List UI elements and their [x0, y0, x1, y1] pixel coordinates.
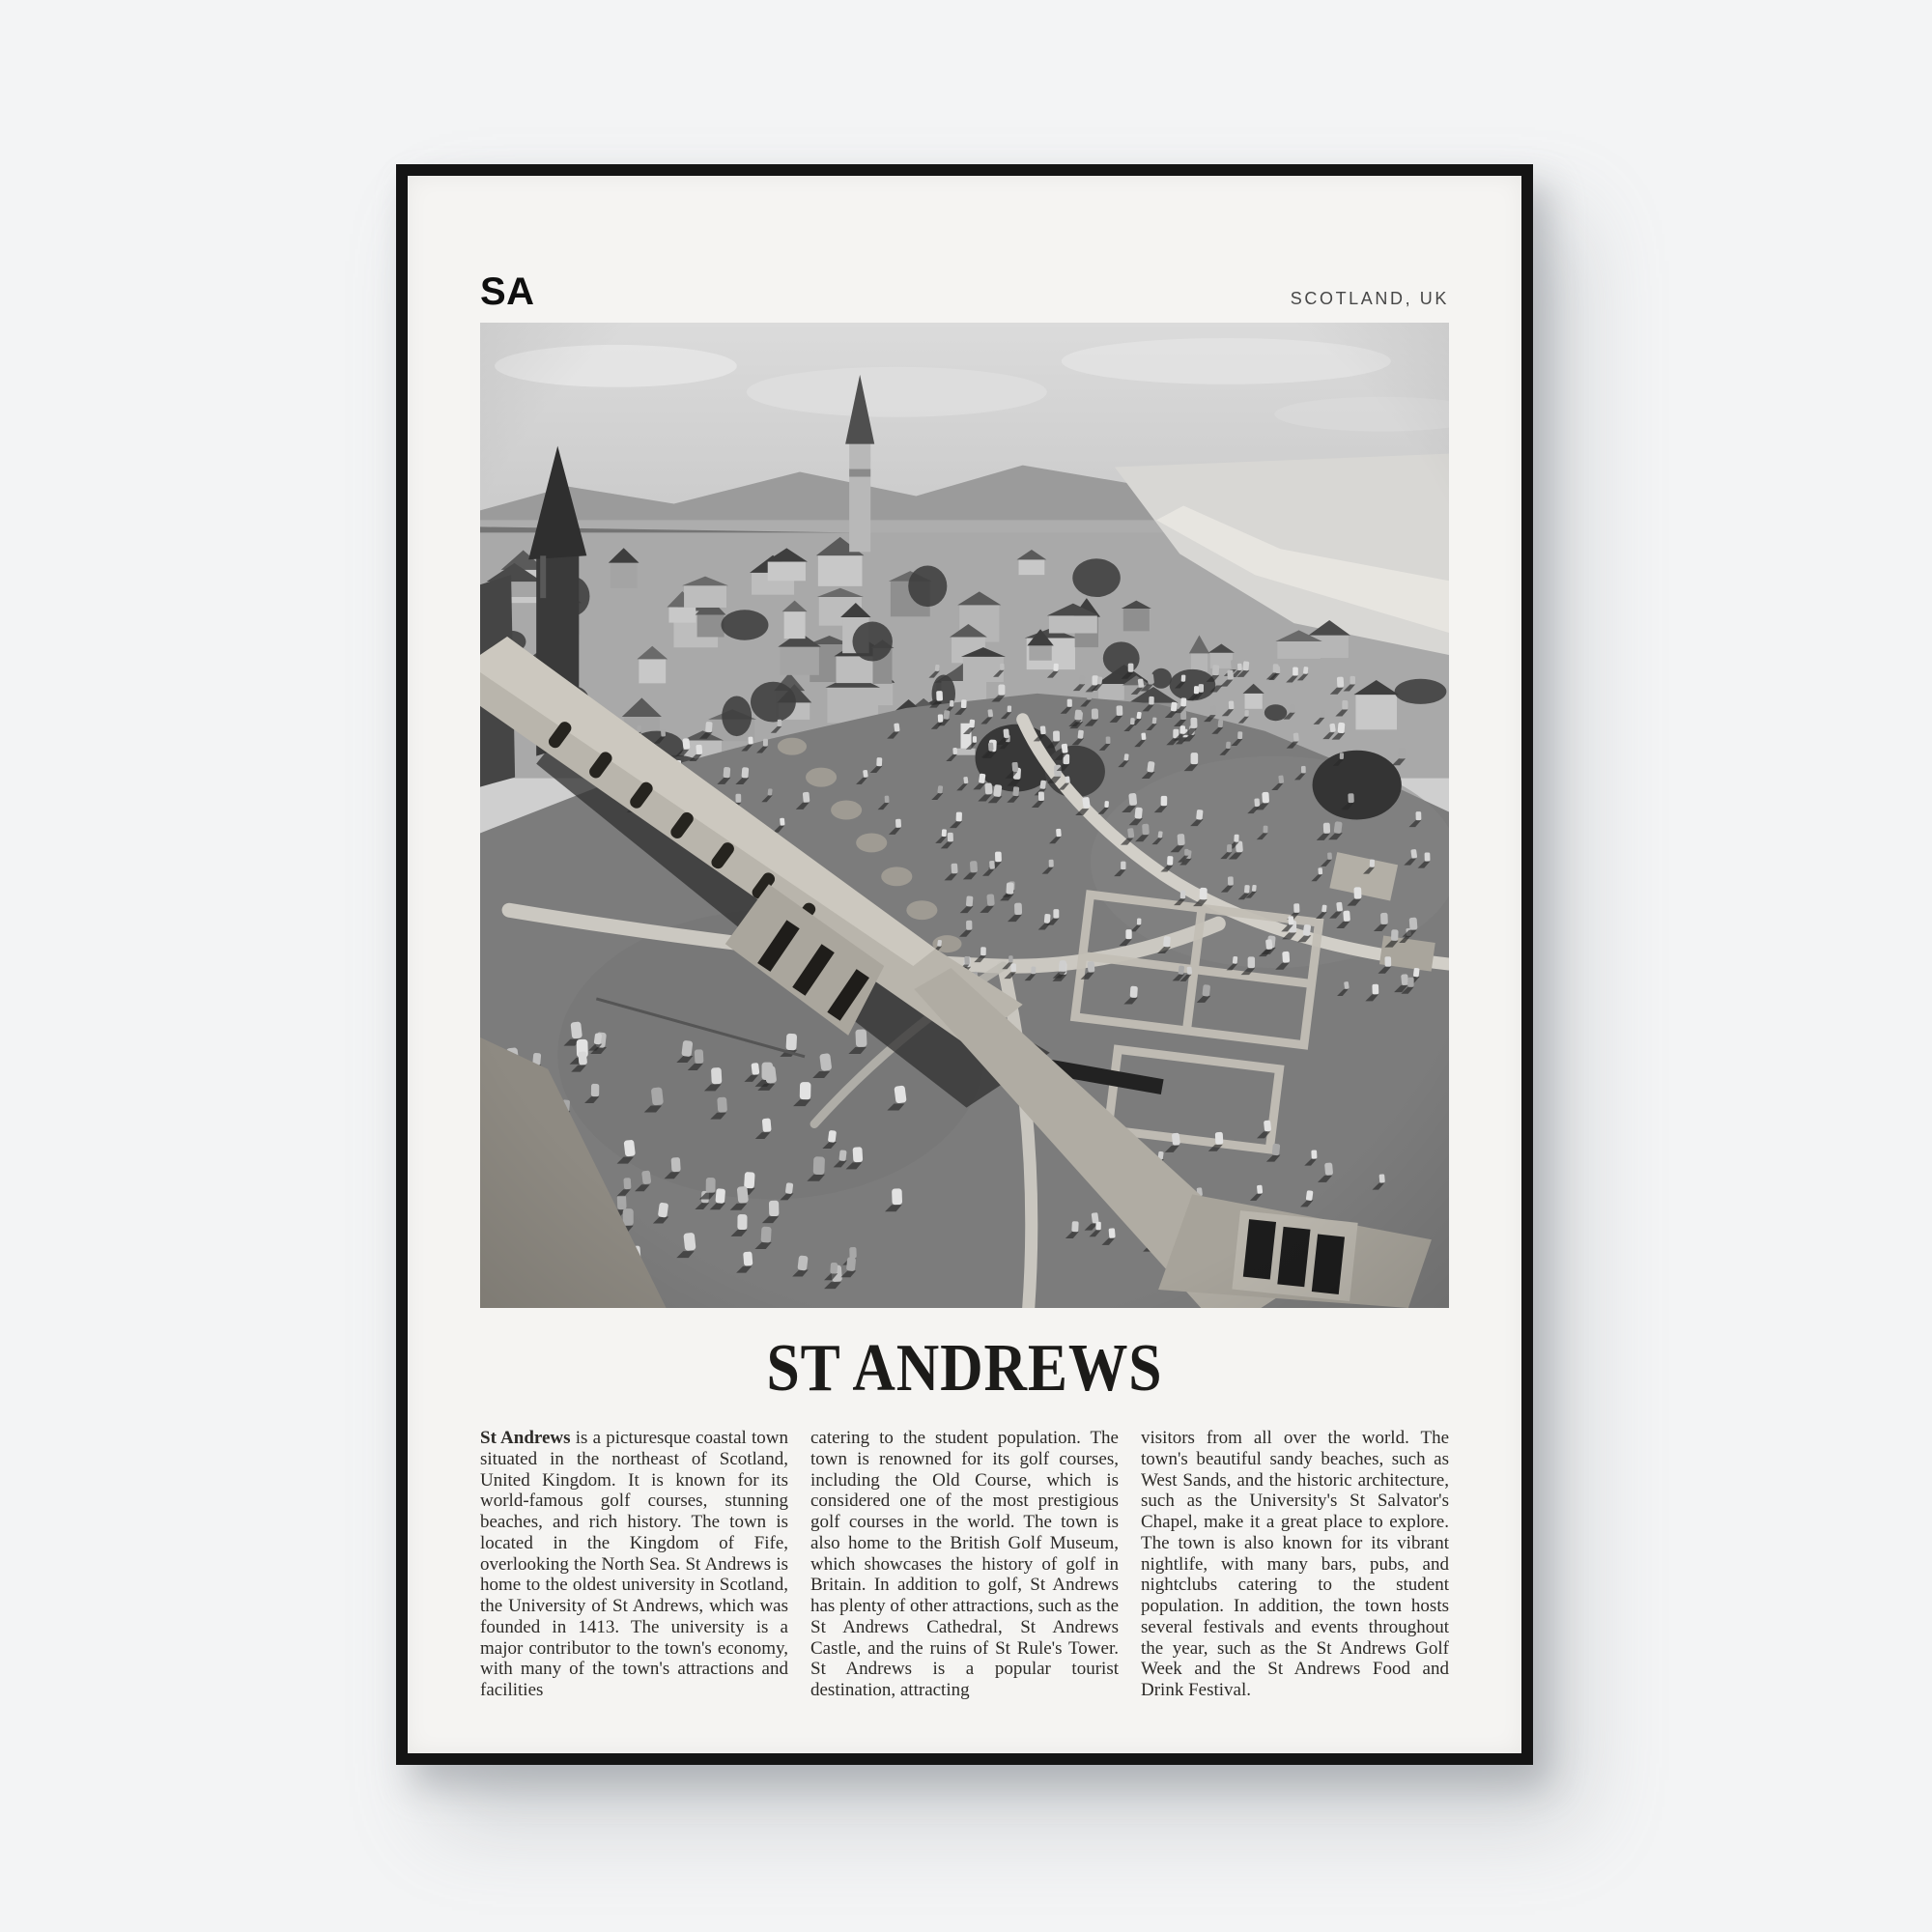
poster	[408, 176, 1521, 1753]
article	[480, 1428, 1449, 1701]
article-column-2	[810, 1428, 1119, 1701]
vignette	[480, 323, 1449, 1308]
poster-title: ST ANDREWS	[766, 1331, 1163, 1406]
article-lead: St Andrews	[480, 1428, 571, 1449]
article-column-3	[1141, 1428, 1449, 1701]
poster-frame	[396, 164, 1533, 1765]
location-label: SCOTLAND, UK	[1290, 289, 1449, 308]
article-column-1	[480, 1428, 788, 1701]
article-text: visitors from all over the world. The town's beautiful sandy beaches, such as West Sands, and the historic architecture, such as the University's St Salvator's Chapel, make it a great place to explore. The town is also known for its vibrant nightlife, with many bars, pubs, and nightclubs catering to the student population. In addition, the town hosts several festivals and events throughout the year, such as the St Andrews Golf Week and the St Andrews Food and Drink Festival.	[1141, 1428, 1449, 1701]
poster-header	[480, 272, 1449, 311]
article-text: is a picturesque coastal town situated in the northeast of Scotland, United Kingdom. It is known for its world-famous golf courses, stunning beaches, and rich history. The town is located in the Kingdom of Fife, overlooking the North Sea. St Andrews is home to the oldest university in Scotland, the University of St Andrews, which was founded in 1413. The university is a major contributor to the town's economy, with many of the town's attractions and facilities	[480, 1428, 788, 1701]
poster-photo	[480, 323, 1449, 1308]
article-text: catering to the student population. The town is renowned for its golf courses, including the Old Course, which is considered one of the most prestigious golf courses in the world. The town is also home to the British Golf Museum, which showcases the history of golf in Britain. In addition to golf, St Andrews has plenty of other attractions, such as the St Andrews Cathedral, St Andrews Castle, and the ruins of St Rule's Tower. St Andrews is a popular tourist destination, attracting	[810, 1428, 1119, 1701]
monogram-label: SA	[480, 270, 535, 313]
